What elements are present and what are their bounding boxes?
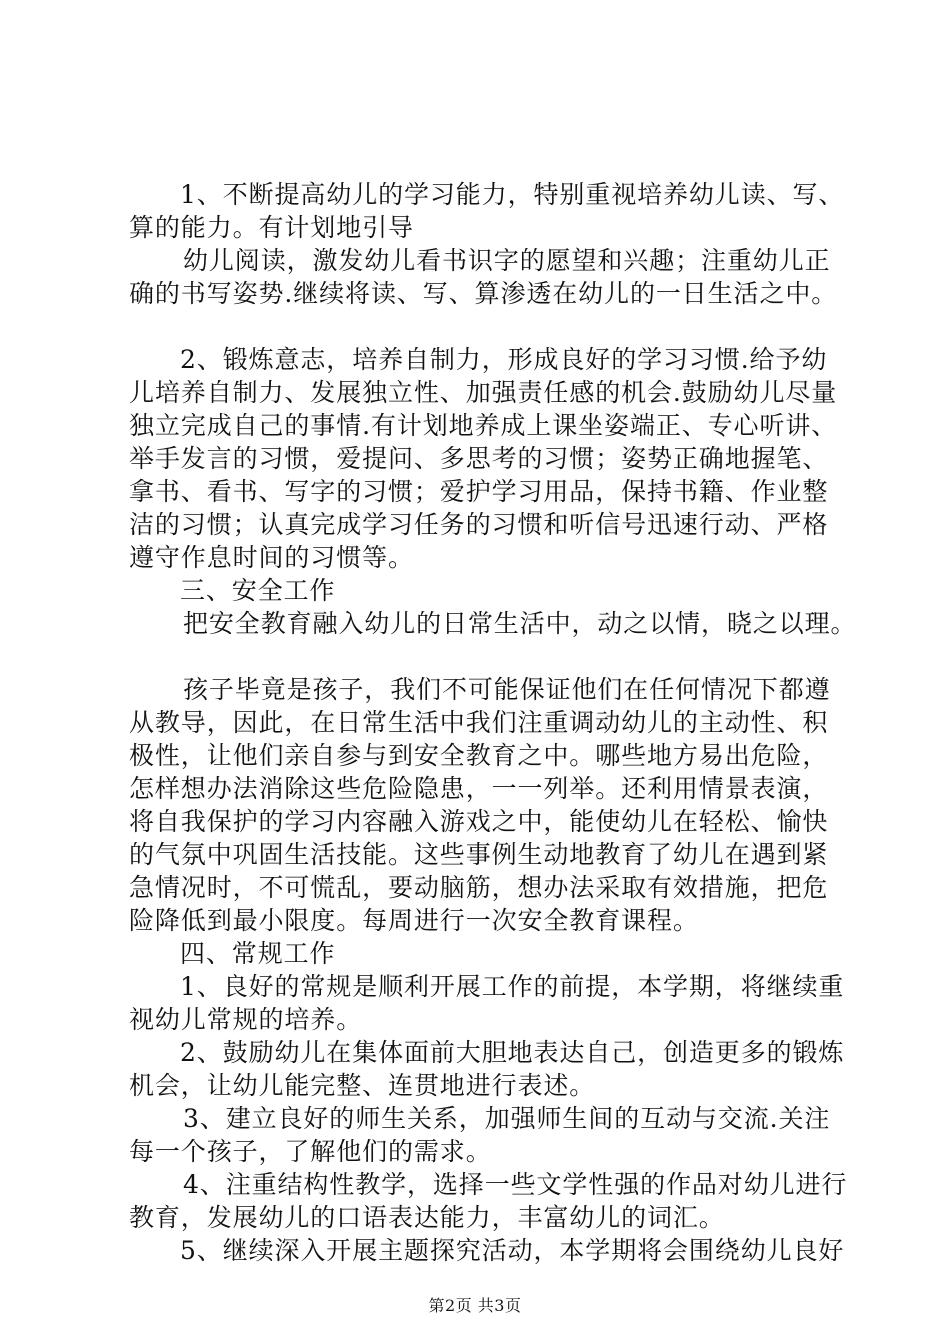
paragraph-line: 极性，让他们亲自参与到安全教育之中。哪些地方易出危险， [129, 741, 829, 770]
paragraph-line: 1、良好的常规是顺利开展工作的前提，本学期，将继续重 [180, 972, 845, 1001]
paragraph-line: 急情况时，不可慌乱，要动脑筋，想办法采取有效措施，把危 [129, 873, 829, 902]
page-footer: 第2页 共3页 [428, 1296, 522, 1315]
paragraph-line: 1、不断提高幼儿的学习能力，特别重视培养幼儿读、写、 [180, 180, 845, 209]
paragraph-line: 遵守作息时间的习惯等。 [129, 543, 414, 572]
paragraph-line: 2、锻炼意志，培养自制力，形成良好的学习习惯.给予幼 [180, 345, 828, 374]
paragraph-line: 孩子毕竟是孩子，我们不可能保证他们在任何情况下都遵 [183, 675, 831, 704]
paragraph-line: 的气氛中巩固生活技能。这些事例生动地教育了幼儿在遇到紧 [129, 840, 829, 869]
paragraph-line: 将自我保护的学习内容融入游戏之中，能使幼儿在轻松、愉快 [129, 807, 829, 836]
paragraph-line: 4、注重结构性教学，选择一些文学性强的作品对幼儿进行 [183, 1170, 848, 1199]
paragraph-line: 怎样想办法消除这些危险隐患，一一列举。还利用情景表演， [129, 774, 829, 803]
paragraph-line: 拿书、看书、写字的习惯；爱护学习用品，保持书籍、作业整 [129, 477, 829, 506]
paragraph-line: 3、建立良好的师生关系，加强师生间的互动与交流.关注 [183, 1104, 831, 1133]
paragraph-line: 5、继续深入开展主题探究活动，本学期将会围绕幼儿良好 [180, 1236, 845, 1265]
paragraph-line: 教育，发展幼儿的口语表达能力，丰富幼儿的词汇。 [129, 1203, 725, 1232]
paragraph-line: 算的能力。有计划地引导 [129, 213, 414, 242]
paragraph-line: 视幼儿常规的培养。 [129, 1005, 363, 1034]
paragraph-line: 从教导，因此，在日常生活中我们注重调动幼儿的主动性、积 [129, 708, 829, 737]
paragraph-line: 险降低到最小限度。每周进行一次安全教育课程。 [129, 906, 699, 935]
paragraph-line: 每一个孩子，了解他们的需求。 [129, 1137, 492, 1166]
paragraph-line: 洁的习惯；认真完成学习任务的习惯和听信号迅速行动、严格 [129, 510, 829, 539]
paragraph-line: 确的书写姿势.继续将读、写、算渗透在幼儿的一日生活之中。 [129, 279, 838, 308]
paragraph-line: 儿培养自制力、发展独立性、加强责任感的机会.鼓励幼儿尽量 [129, 378, 838, 407]
section-heading: 四、常规工作 [180, 939, 336, 968]
paragraph-line: 举手发言的习惯，爱提问、多思考的习惯；姿势正确地握笔、 [129, 444, 829, 473]
paragraph-line: 机会，让幼儿能完整、连贯地进行表述。 [129, 1071, 596, 1100]
paragraph-line: 幼儿阅读，激发幼儿看书识字的愿望和兴趣；注重幼儿正 [183, 246, 831, 275]
paragraph-line: 把安全教育融入幼儿的日常生活中，动之以情，晓之以理。 [183, 609, 857, 638]
paragraph-line: 独立完成自己的事情.有计划地养成上课坐姿端正、专心听讲、 [129, 411, 838, 440]
section-heading: 三、安全工作 [180, 576, 336, 605]
paragraph-line: 2、鼓励幼儿在集体面前大胆地表达自己，创造更多的锻炼 [180, 1038, 845, 1067]
